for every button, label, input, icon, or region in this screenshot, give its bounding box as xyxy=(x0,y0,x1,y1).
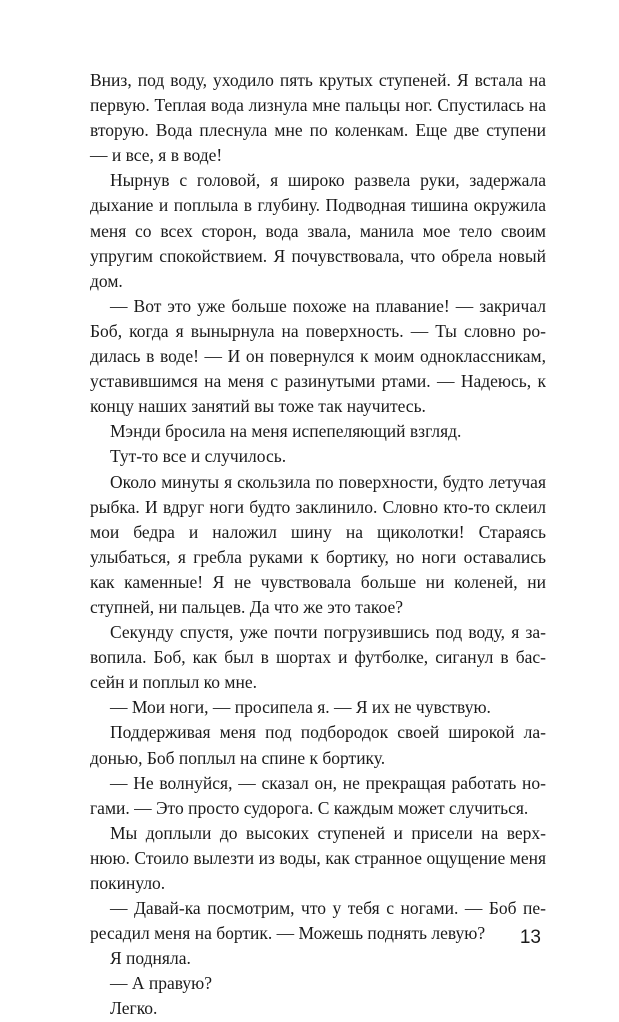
paragraph: Я подняла. xyxy=(110,948,191,969)
paragraph: Тут-то все и случилось. xyxy=(110,446,287,467)
paragraph: Мэнди бросила на меня испепеляющий взгляд. xyxy=(110,421,462,442)
paragraph: Легко. xyxy=(110,998,158,1019)
paragraph: — Мои ноги, — просипела я. — Я их не чувствую. xyxy=(110,697,491,718)
paragraph: — А правую? xyxy=(110,973,213,994)
paragraph: — Не волнуйся, — сказал он, не прекращая работать ногами. — Это просто судорога. С каждым может случиться. xyxy=(90,772,546,818)
paragraph: — Давай-ка посмотрим, что у тебя с ногами. — Боб пересадил меня на бортик. — Можешь поднять левую? xyxy=(90,898,546,944)
paragraph: Около минуты я скользила по поверхности, будто летучая рыбка. И вдруг ноги будто заклинило. Словно кто-то склеил мои бедра и наложил шину на щиколотки! Стараясь улыбаться, я гребла руками к бортику, но ноги оставались как каменные! Я не чувствовала больше ни коленей, ни ступней, ни пальцев. Да что же это такое? xyxy=(90,471,546,617)
text-block xyxy=(90,68,546,1022)
paragraph: Нырнув с головой, я широко развела руки, задержала дыхание и поплыла в глубину. Подводная тишина окружила меня со всех сторон, вода звала, манила мое тело своим упругим спокойствием. Я почувствовала, что обрела новый дом. xyxy=(90,170,546,291)
paragraph: Поддерживая меня под подбородок своей широкой ладонью, Боб поплыл на спине к бортику. xyxy=(90,722,546,768)
paragraph: Мы доплыли до высоких ступеней и присели на верхнюю. Стоило вылезти из воды, как странное ощущение меня покинуло. xyxy=(90,822,546,893)
page-number: 13 xyxy=(519,927,541,948)
paragraph: Вниз, под воду, уходило пять крутых ступеней. Я встала на первую. Теплая вода лизнула мне пальцы ног. Спустилась на вторую. Вода плеснула мне по коленкам. Еще две ступени — и все, я в воде! xyxy=(90,70,546,166)
paragraph: — Вот это уже больше похоже на плавание! — закричал Боб, когда я вынырнула на поверхность. — Ты словно родилась в воде! — И он повернулся к моим одноклассникам, уставившимся на меня с разинутыми ртами. — Надеюсь, к концу наших занятий вы тоже так научитесь. xyxy=(90,295,546,417)
paragraph: Секунду спустя, уже почти погрузившись под воду, я завопила. Боб, как был в шортах и футболке, сиганул в бассейн и поплыл ко мне. xyxy=(90,622,546,693)
